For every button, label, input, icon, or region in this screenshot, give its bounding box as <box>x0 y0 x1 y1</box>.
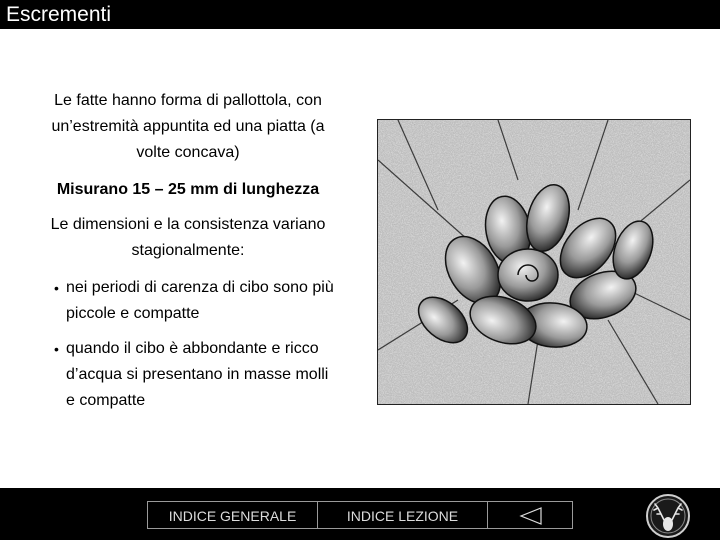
back-triangle-icon <box>519 506 543 526</box>
paragraph-seasonal: Le dimensioni e la consistenza variano stagionalmente: <box>50 216 326 259</box>
deer-logo-icon <box>644 492 692 540</box>
bullet-list <box>54 275 340 414</box>
list-item <box>54 336 340 414</box>
paragraph-shape: Le fatte hanno forma di pallottola, con un’estremità appuntita ed una piatta (a volte concava) <box>51 92 325 161</box>
general-index-button[interactable]: INDICE GENERALE <box>147 501 318 529</box>
bullet-dot-icon: • <box>54 341 59 357</box>
list-item-text: nei periodi di carenza di cibo sono più piccole e compatte <box>66 279 334 322</box>
paragraph-size: Misurano 15 – 25 mm di lunghezza <box>56 181 320 198</box>
title-bar <box>0 0 720 29</box>
bullet-dot-icon: • <box>54 280 59 296</box>
lesson-index-button[interactable]: INDICE LEZIONE <box>317 501 488 529</box>
back-button[interactable] <box>487 501 573 529</box>
page-title: Escrementi <box>6 3 112 26</box>
droppings-illustration <box>378 120 690 404</box>
description-text <box>36 88 340 423</box>
list-item <box>54 275 340 327</box>
droppings-photo <box>377 119 691 405</box>
navigation-bar <box>0 488 720 540</box>
list-item-text: quando il cibo è abbondante e ricco d’acqua si presentano in masse molli e compatte <box>66 340 329 409</box>
